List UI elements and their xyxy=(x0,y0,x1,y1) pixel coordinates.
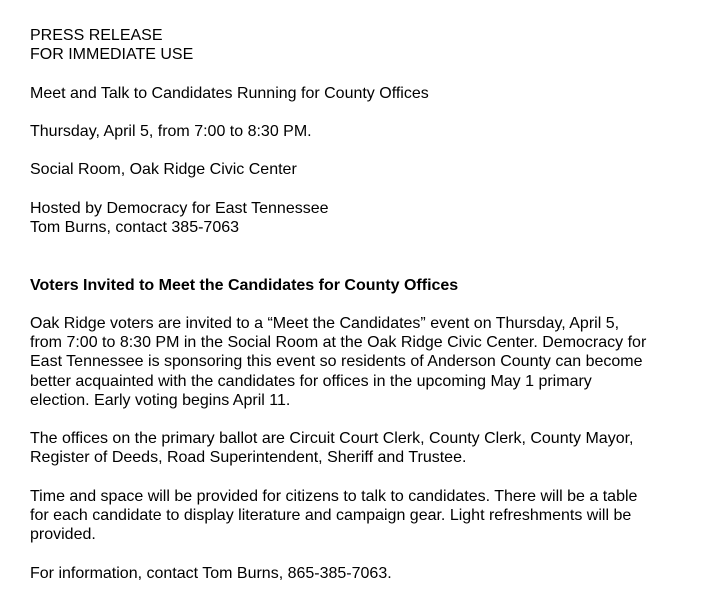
article-paragraph-invitation xyxy=(30,314,690,410)
spacer xyxy=(30,295,690,314)
paragraph-line: The offices on the primary ballot are Circuit Court Clerk, County Clerk, County Mayor, xyxy=(30,430,634,448)
paragraph-line: from 7:00 to 8:30 PM in the Social Room at the Oak Ridge Civic Center. Democracy for xyxy=(30,334,647,352)
paragraph-line: election. Early voting begins April 11. xyxy=(30,391,291,409)
spacer xyxy=(30,544,690,563)
spacer xyxy=(30,410,690,429)
release-type: PRESS RELEASE xyxy=(30,27,163,44)
host-block xyxy=(30,199,690,237)
spacer xyxy=(30,141,690,160)
paragraph-line: for each candidate to display literature and campaign gear. Light refreshments will be xyxy=(30,506,632,524)
paragraph-line: Register of Deeds, Road Superintendent, Sheriff and Trustee. xyxy=(30,449,467,467)
article-paragraph-logistics xyxy=(30,487,690,545)
paragraph-line: provided. xyxy=(30,526,96,544)
spacer xyxy=(30,64,690,83)
spacer xyxy=(30,237,690,275)
event-contact: Tom Burns, contact 385-7063 xyxy=(30,218,240,236)
spacer xyxy=(30,468,690,487)
closing-contact: For information, contact Tom Burns, 865-385-7063. xyxy=(30,564,392,582)
event-host: Hosted by Democracy for East Tennessee xyxy=(30,199,329,217)
event-datetime: Thursday, April 5, from 7:00 to 8:30 PM. xyxy=(30,122,312,140)
paragraph-line: better acquainted with the candidates for offices in the upcoming May 1 primary xyxy=(30,372,592,390)
paragraph-line: Oak Ridge voters are invited to a “Meet the Candidates” event on Thursday, April 5, xyxy=(30,314,620,332)
paragraph-line: East Tennessee is sponsoring this event so residents of Anderson County can become xyxy=(30,353,643,371)
event-title: Meet and Talk to Candidates Running for County Offices xyxy=(30,84,429,102)
release-header xyxy=(30,26,690,64)
release-timing: FOR IMMEDIATE USE xyxy=(30,46,194,64)
paragraph-line: Time and space will be provided for citizens to talk to candidates. There will be a table xyxy=(30,487,638,505)
article-paragraph-offices xyxy=(30,429,690,467)
spacer xyxy=(30,103,690,122)
press-release-document xyxy=(30,26,690,583)
article-heading: Voters Invited to Meet the Candidates for County Offices xyxy=(30,276,459,294)
event-location: Social Room, Oak Ridge Civic Center xyxy=(30,161,297,179)
spacer xyxy=(30,180,690,199)
